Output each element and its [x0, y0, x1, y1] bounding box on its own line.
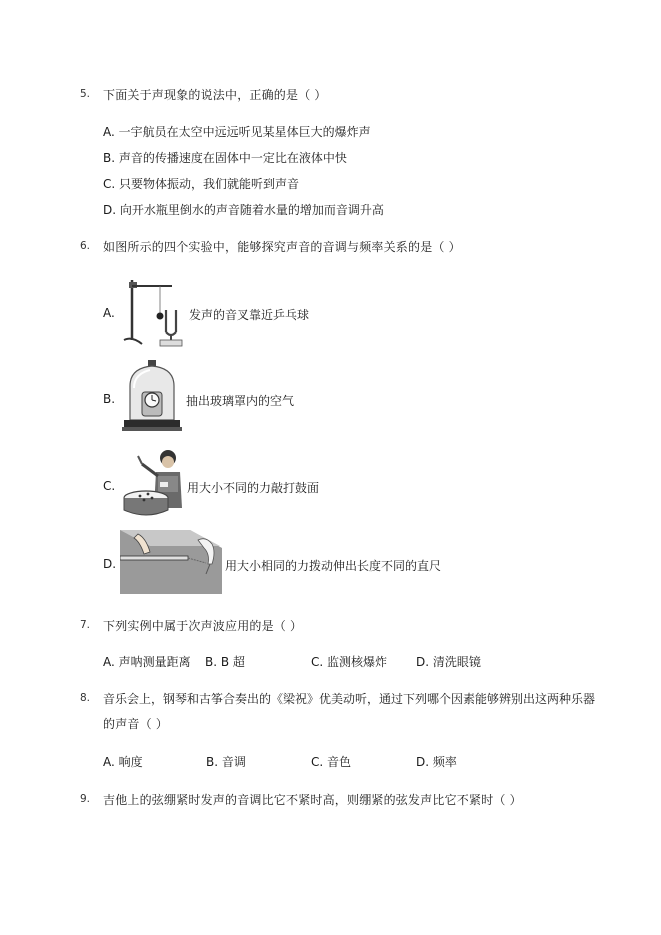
option-text: 声呐测量距离 — [118, 655, 191, 669]
option-a-letter[interactable]: A. — [103, 306, 115, 320]
question-number: 6. — [80, 240, 91, 252]
option-b-letter[interactable]: B. — [103, 392, 116, 406]
option-letter: B. — [206, 755, 219, 769]
question-text: 下面关于声现象的说法中，正确的是（ ） — [103, 88, 327, 102]
option-d[interactable] — [416, 653, 481, 670]
option-b[interactable] — [206, 753, 246, 770]
drum-icon — [120, 446, 186, 522]
question-text-line-2: 的声音（ ） — [103, 717, 169, 731]
option-b-caption: 抽出玻璃罩内的空气 — [186, 394, 295, 408]
question-text: 如图所示的四个实验中，能够探究声音的音调与频率关系的是（ ） — [103, 240, 461, 254]
option-a-caption: 发声的音叉靠近乒乓球 — [189, 308, 310, 322]
tuning-fork-icon — [120, 274, 186, 350]
option-b[interactable] — [205, 653, 245, 670]
option-text: 监测核爆炸 — [327, 655, 388, 669]
option-a[interactable] — [103, 753, 143, 770]
option-d-caption: 用大小相同的力拨动伸出长度不同的直尺 — [225, 559, 442, 573]
option-letter: D. — [416, 755, 430, 769]
question-number: 9. — [80, 793, 91, 805]
option-c[interactable]: C. 只要物体振动，我们就能听到声音 — [103, 177, 300, 191]
option-a[interactable]: A. 一宇航员在太空中远远听见某星体巨大的爆炸声 — [103, 125, 371, 139]
option-text: 频率 — [432, 755, 457, 769]
question-number: 5. — [80, 88, 91, 100]
option-c[interactable] — [311, 653, 387, 670]
ruler-icon — [120, 530, 222, 594]
option-letter: C. — [311, 655, 324, 669]
question-text: 吉他上的弦绷紧时发声的音调比它不紧时高，则绷紧的弦发声比它不紧时（ ） — [103, 793, 522, 807]
option-a[interactable] — [103, 653, 191, 670]
option-text: 清洗眼镜 — [432, 655, 481, 669]
bell-jar-icon — [120, 358, 184, 436]
question-text: 下列实例中属于次声波应用的是（ ） — [103, 619, 303, 633]
option-text: B 超 — [220, 655, 245, 669]
option-c-letter[interactable]: C. — [103, 479, 116, 493]
option-d-letter[interactable]: D. — [103, 557, 117, 571]
option-c-caption: 用大小不同的力敲打鼓面 — [187, 481, 320, 495]
option-letter: C. — [311, 755, 324, 769]
option-text: 音调 — [221, 755, 246, 769]
option-b[interactable]: B. 声音的传播速度在固体中一定比在液体中快 — [103, 151, 347, 165]
option-d[interactable]: D. 向开水瓶里倒水的声音随着水量的增加而音调升高 — [103, 203, 384, 217]
option-letter: A. — [103, 655, 115, 669]
option-text: 音色 — [327, 755, 352, 769]
option-letter: D. — [416, 655, 430, 669]
option-letter: B. — [205, 655, 218, 669]
option-c[interactable] — [311, 753, 351, 770]
option-text: 响度 — [118, 755, 143, 769]
option-letter: A. — [103, 755, 115, 769]
question-text-line-1: 音乐会上，钢琴和古筝合奏出的《梁祝》优美动听，通过下列哪个因素能够辨别出这两种乐器 — [103, 692, 596, 706]
option-d[interactable] — [416, 753, 457, 770]
question-number: 7. — [80, 619, 91, 631]
question-number: 8. — [80, 692, 91, 704]
